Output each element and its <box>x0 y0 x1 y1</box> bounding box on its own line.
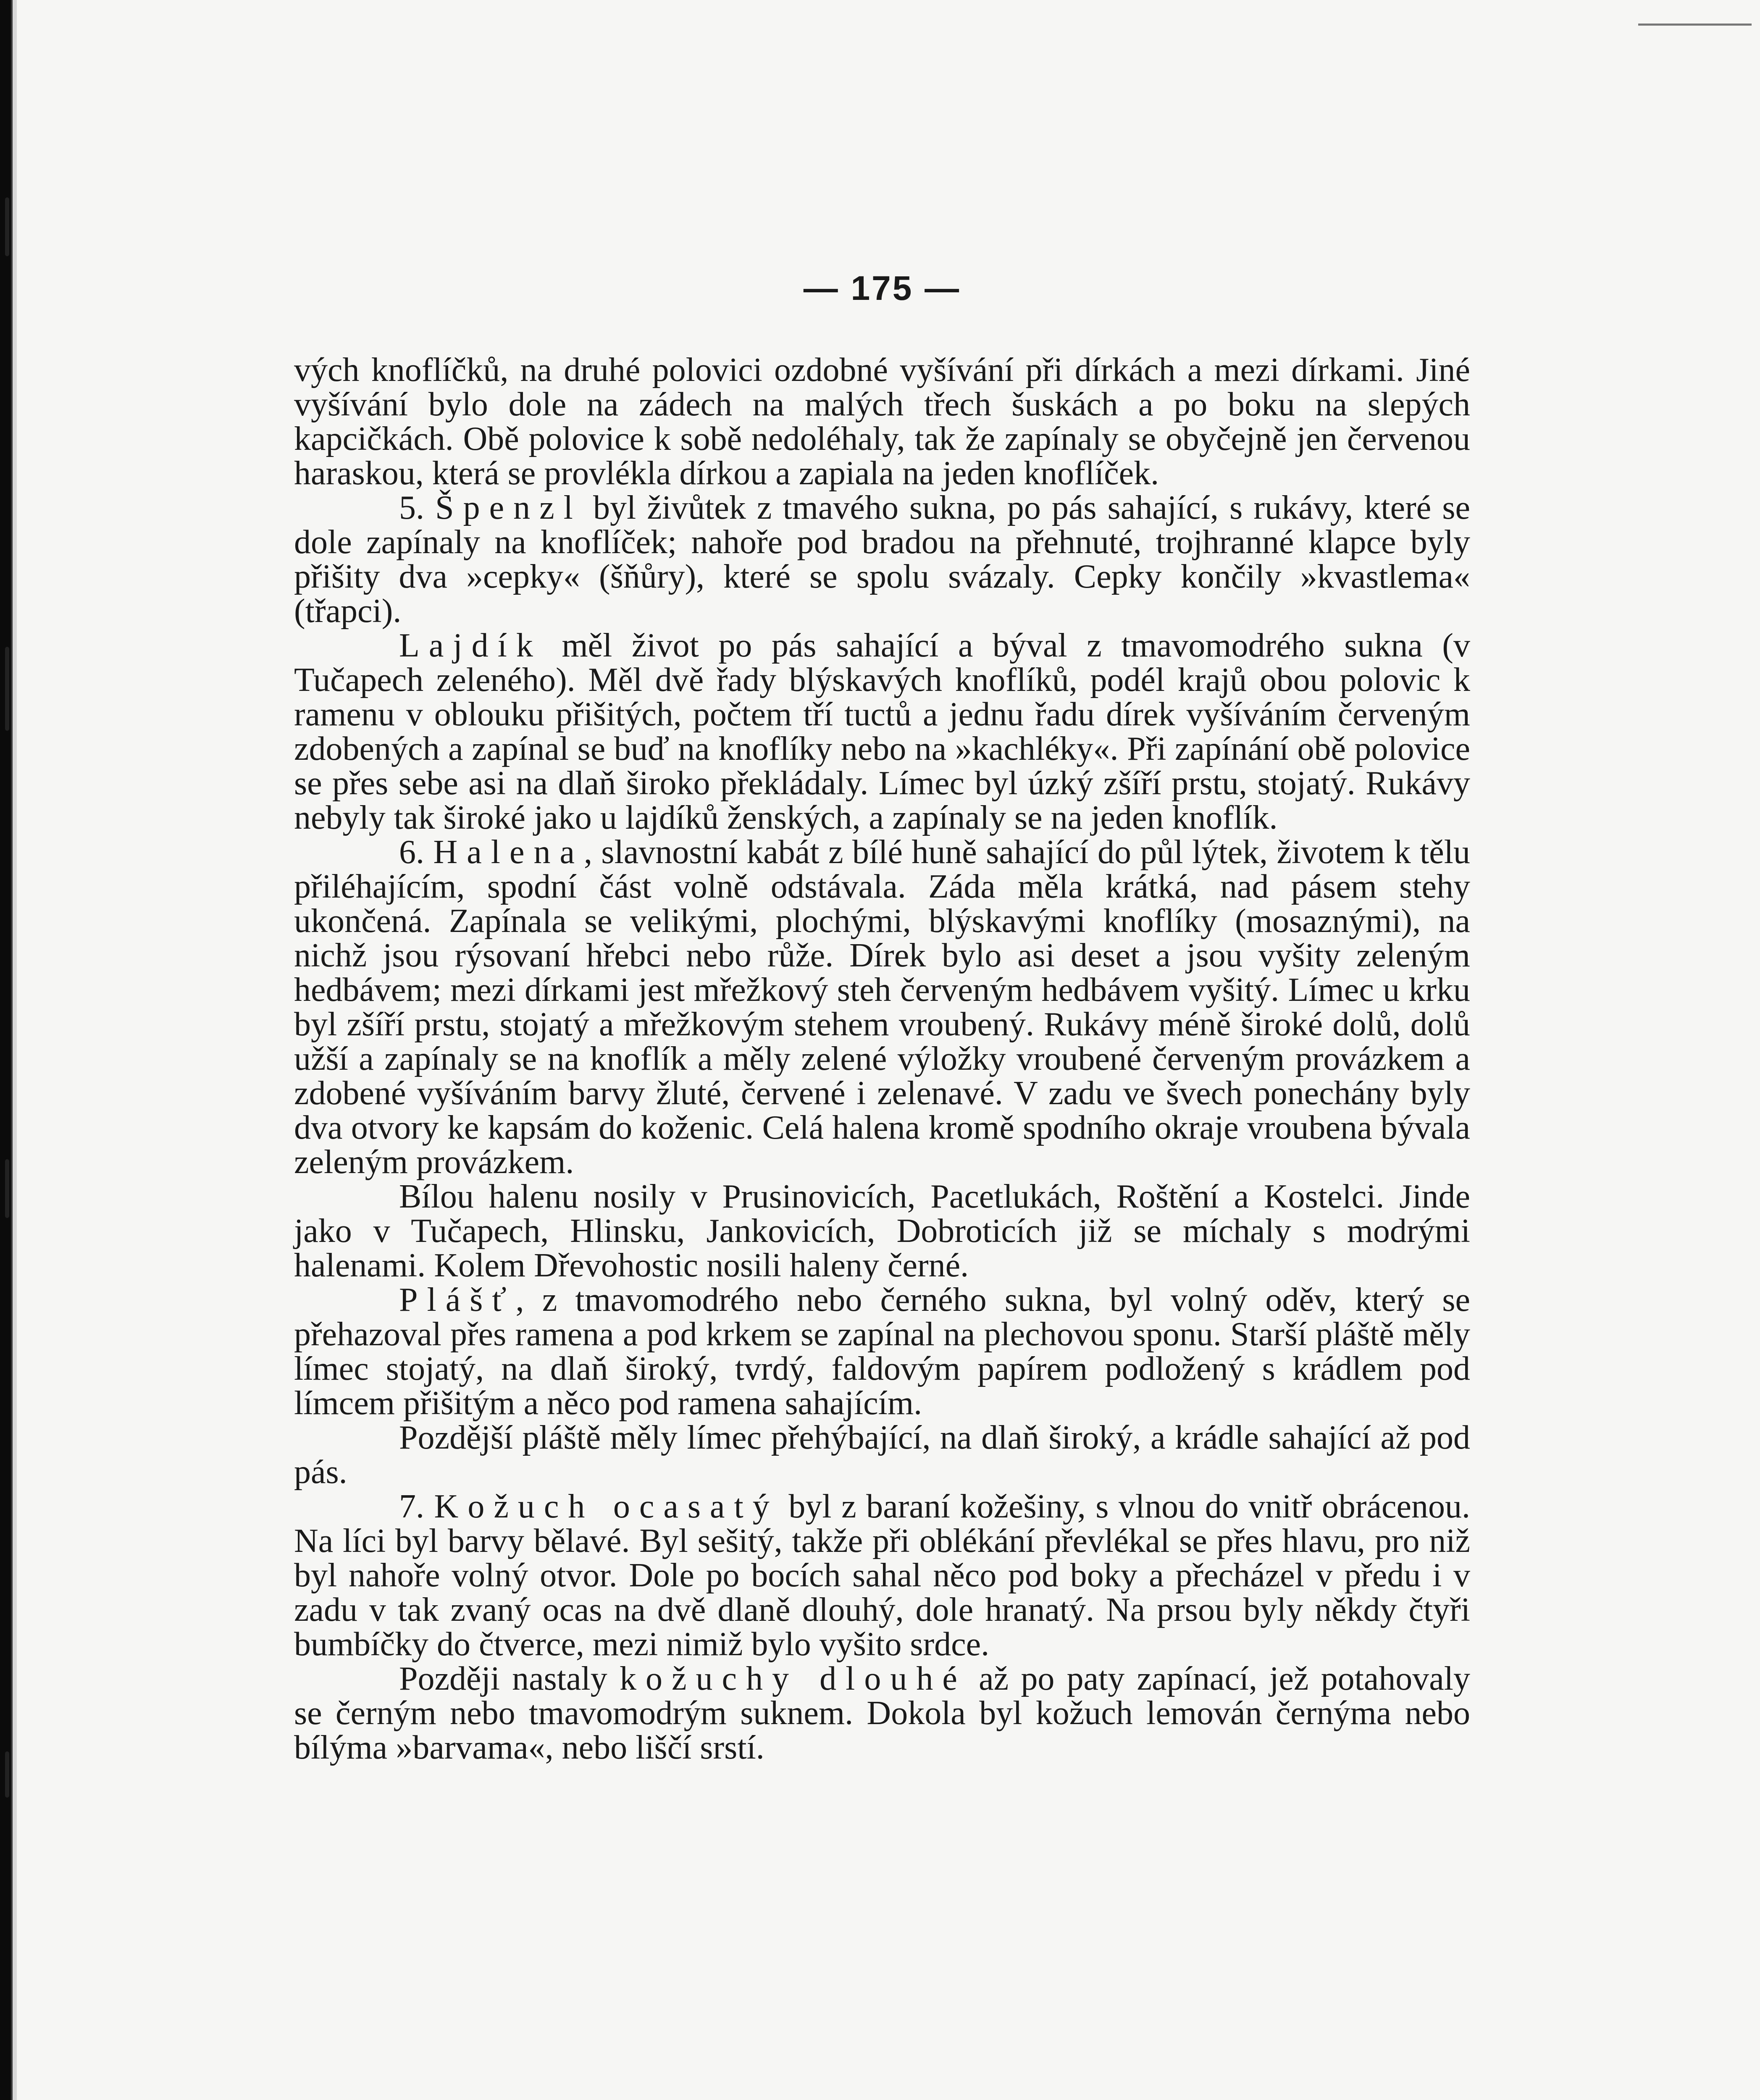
spaced-term: kožuchy dlouhé <box>619 1660 967 1697</box>
paragraph: 6. Halena, slavnostní kabát z bílé huně sahající do půl lýtek, životem k tělu přiléhajícím, spodní část volně odstávala. Záda měla krátká, nad pásem stehy ukončená. Zapínala se velikými, plochými, blýskavými knoflíky (mosaznými), na nichž jsou rýsovaní hřebci nebo růže. Dírek bylo asi deset a jsou vyšity zeleným hedbávem; mezi dírkami jest mřežkový steh červeným hedbávem vyšitý. Límec u krku byl zšíří prstu, stojatý a mřežkovým stehem vroubený. Rukávy méně široké dolů, dolů užší a zapínaly se na knoflík a měly zelené výložky vroubené červeným provázkem a zdobené vyšíváním barvy žluté, červené i zelenavé. V zadu ve švech ponechány byly dva otvory ke kapsám do koženic. Celá halena kromě spodního okraje vroubena bývala zeleným provázkem. <box>294 834 1470 1181</box>
scan-margin-mark <box>5 1751 9 1798</box>
scan-top-rule <box>1638 24 1752 26</box>
scan-margin-mark <box>5 647 9 731</box>
spaced-term: Plášť <box>399 1281 516 1318</box>
page-number: — 175 — <box>803 269 961 307</box>
spaced-term: Špenzl <box>435 489 582 526</box>
spaced-term: Lajdík <box>399 627 542 664</box>
paragraph: Lajdík měl život po pás sahající a býval z tmavomodrého sukna (v Tučapech zeleného). Měl dvě řady blýskavých knoflíků, podél krajů obou polovic k ramenu v oblouku přišitých, počtem tří tuctů a jednu řadu dírek vyšíváním červeným zdobených a zapínal se buď na knoflíky nebo na »kachléky«. Při zapínání obě polovice se přes sebe asi na dlaň široko překládaly. Límec byl úzký zšíří prstu, stojatý. Rukávy nebyly tak široké jako u lajdíků ženských, a zapínaly se na jeden knoflík. <box>294 627 1471 836</box>
paragraph: Plášť, z tmavomodrého nebo černého sukna, byl volný oděv, který se přehazoval přes ramena a pod krkem se zapínal na plechovou sponu. Starší pláště měly límec stojatý, na dlaň široký, tvrdý, faldovým papírem podložený s krádlem pod límcem přišitým a něco pod ramena sahajícím. <box>294 1281 1470 1422</box>
scan-margin-mark <box>5 1159 9 1218</box>
paragraph: 7. Kožuch ocasatý byl z baraní kožešiny, s vlnou do vnitř obrácenou. Na líci byl barvy bělavé. Byl sešitý, takže při oblékání převlékal se přes hlavu, pro niž byl nahoře volný otvor. Dole po bocích sahal něco pod boky a přecházel v předu i v zadu v tak zvaný ocas na dvě dlaně dlouhý, dole hranatý. Na prsou byly někdy čtyři bumbíčky do čtverce, mezi nimiž bylo vyšito srdce. <box>294 1488 1471 1663</box>
spaced-term: Halena <box>433 834 584 871</box>
spaced-term: Kožuch ocasatý <box>434 1488 779 1525</box>
paragraph: vých knoflíčků, na druhé polovici ozdobné vyšívání při dírkách a mezi dírkami. Jiné vyšívání bylo dole na zádech na malých třech šuskách a po boku na slepých kapcičkách. Obě polovice k sobě nedoléhaly, tak že zapínaly se obyčejně jen červenou haraskou, která se provlékla dírkou a zapiala na jeden knoflíček. <box>294 352 1470 492</box>
paragraph: Pozdější pláště měly límec přehýbající, na dlaň široký, a krádle sahající až pod pás. <box>294 1419 1470 1491</box>
scan-margin-mark <box>5 197 9 256</box>
body-text <box>294 353 1470 1765</box>
paragraph: 5. Špenzl byl živůtek z tmavého sukna, po pás sahající, s rukávy, které se dole zapínaly na knoflíček; nahoře pod bradou na přehnuté, trojhranné klapce byly přišity dva »cepky« (šňůry), které se spolu svázaly. Cepky končily »kvastlema« (třapci). <box>294 489 1471 630</box>
paragraph: Bílou halenu nosily v Prusinovicích, Pacetlukách, Roštění a Kostelci. Jinde jako v Tučapech, Hlinsku, Jankovicích, Dobroticích již se míchaly s modrými halenami. Kolem Dřevohostic nosili haleny černé. <box>294 1178 1470 1284</box>
paragraph: Později nastaly kožuchy dlouhé až po paty zapínací, jež potahovaly se černým nebo tmavomodrým suknem. Dokola byl kožuch lemován černýma nebo bílýma »barvama«, nebo liščí srstí. <box>294 1660 1471 1766</box>
